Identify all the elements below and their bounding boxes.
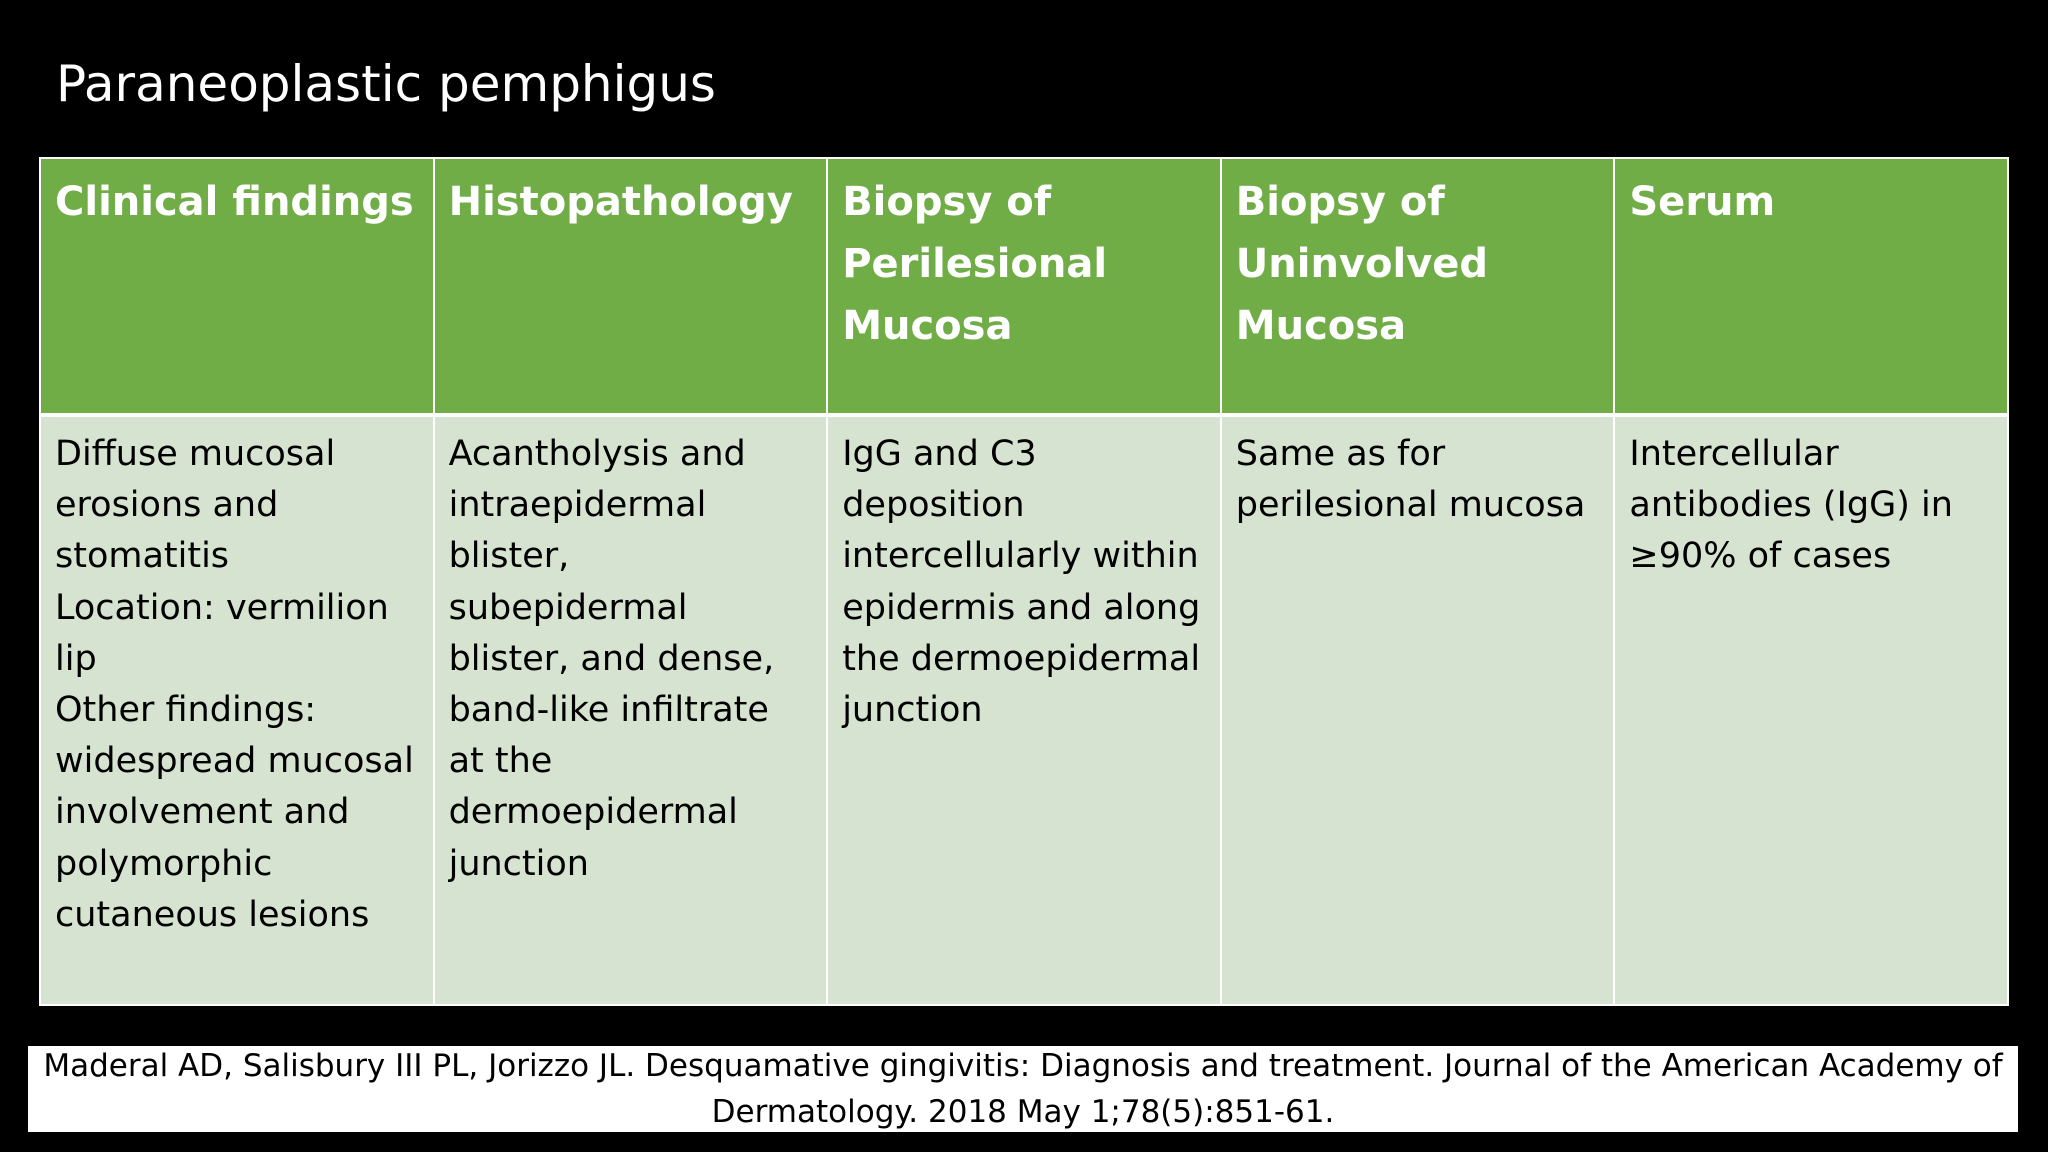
cell-clinical-findings: Diffuse mucosal erosions and stomatitis Location: vermilion lip Other findings: widespread mucosal involvement and polymorphic cutaneous lesions — [40, 415, 434, 1005]
cell-serum: Intercellular antibodies (IgG) in ≥90% of cases — [1614, 415, 2008, 1005]
header-perilesional-biopsy: Biopsy of Perilesional Mucosa — [827, 158, 1221, 415]
header-histopathology: Histopathology — [434, 158, 828, 415]
table-row — [40, 415, 2008, 1005]
header-clinical-findings: Clinical findings — [40, 158, 434, 415]
citation-text: Maderal AD, Salisbury III PL, Jorizzo JL. Desquamative gingivitis: Diagnosis and treatment. Journal of the American Academy of Dermatology. 2018 May 1;78(5):851-61. — [43, 1048, 2003, 1130]
header-serum: Serum — [1614, 158, 2008, 415]
findings-table-container — [39, 157, 2009, 1006]
citation-box — [28, 1046, 2018, 1132]
cell-uninvolved-biopsy: Same as for perilesional mucosa — [1221, 415, 1615, 1005]
cell-histopathology: Acantholysis and intraepidermal blister, subepidermal blister, and dense, band-like infiltrate at the dermoepidermal junction — [434, 415, 828, 1005]
header-row — [40, 158, 2008, 415]
slide-title: Paraneoplastic pemphigus — [56, 55, 716, 113]
header-uninvolved-biopsy: Biopsy of Uninvolved Mucosa — [1221, 158, 1615, 415]
table-header — [40, 158, 2008, 415]
cell-perilesional-biopsy: IgG and C3 deposition intercellularly within epidermis and along the dermoepidermal junction — [827, 415, 1221, 1005]
findings-table — [39, 157, 2009, 1006]
table-body — [40, 415, 2008, 1005]
